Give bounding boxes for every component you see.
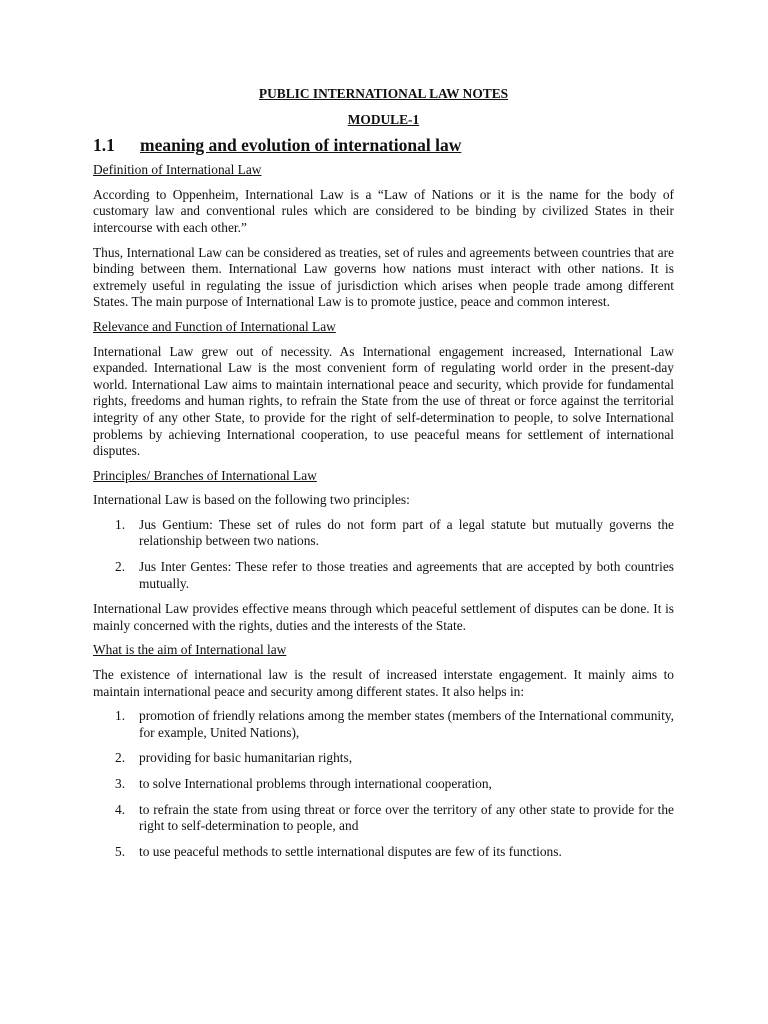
list-item (93, 517, 674, 550)
definition-heading: Definition of International Law (93, 162, 262, 178)
list-item-text: promotion of friendly relations among the member states (members of the International community, for example, United Nations), (139, 708, 674, 740)
list-item-text: to solve International problems through international cooperation, (139, 776, 492, 791)
principles-list (93, 517, 674, 592)
section-heading (93, 134, 674, 156)
relevance-paragraph: International Law grew out of necessity. As International engagement increased, International Law expanded. International Law is the most convenient form of regulating world order in the present-day world. International Law aims to maintain international peace and security, which provide for fundamental rights, freedoms and human rights, to refrain the State from the use of threat or force against the territorial integrity of any other State, to provide for the right of self-determination to people, to solve International problems by achieving International cooperation, to use peaceful means for settlement of international disputes. (93, 343, 674, 459)
list-item-text: to refrain the state from using threat or force over the territory of any other state to provide for the right to self-determination to people, and (139, 801, 674, 834)
list-item (93, 708, 674, 741)
list-item (93, 559, 674, 592)
list-item (93, 750, 674, 767)
module-heading: MODULE-1 (347, 111, 420, 127)
principles-heading: Principles/ Branches of International Law (93, 467, 317, 483)
list-item-number: 5. (115, 843, 126, 859)
list-item-number: 2. (115, 750, 126, 766)
list-item-number: 2. (115, 559, 126, 575)
definition-paragraph-1: According to Oppenheim, International Law is a “Law of Nations or it is the name for the body of customary law and conventional rules which are considered to be binding by civilized States in their intercourse with each other.” (93, 186, 674, 235)
section-title: meaning and evolution of international law (140, 135, 462, 156)
section-number: 1.1 (93, 135, 115, 156)
aim-heading: What is the aim of International law (93, 642, 287, 658)
list-item-text: to use peaceful methods to settle international disputes are few of its functions. (139, 843, 562, 859)
aim-list (93, 708, 674, 860)
list-item (93, 776, 674, 793)
list-item-text: Jus Gentium: These set of rules do not form part of a legal statute but mutually governs the relationship between two nations. (139, 516, 674, 549)
list-item-text: Jus Inter Gentes: These refer to those treaties and agreements that are accepted by both countries mutually. (139, 559, 674, 591)
relevance-heading: Relevance and Function of International Law (93, 318, 336, 334)
principles-closing: International Law provides effective means through which peaceful settlement of disputes can be done. It is mainly concerned with the rights, duties and the interests of the State. (93, 601, 674, 633)
document-page (93, 86, 674, 869)
aim-intro: The existence of international law is the result of increased interstate engagement. It mainly aims to maintain international peace and security among different states. It also helps in: (93, 667, 674, 699)
document-title: PUBLIC INTERNATIONAL LAW NOTES (258, 86, 509, 101)
list-item-number: 3. (115, 776, 126, 791)
list-item-number: 4. (115, 801, 126, 817)
list-item-text: providing for basic humanitarian rights, (139, 750, 353, 766)
principles-intro: International Law is based on the following two principles: (93, 492, 410, 508)
list-item-number: 1. (115, 708, 126, 724)
list-item-number: 1. (115, 516, 126, 532)
list-item (93, 844, 674, 861)
list-item (93, 802, 674, 835)
definition-paragraph-2: Thus, International Law can be considered as treaties, set of rules and agreements between countries that are binding between them. International Law governs how nations must interact with other nations. It is extremely useful in regulating the issue of jurisdiction which arises when people trade among different States. The main purpose of International Law is to promote justice, peace and common interest. (93, 244, 674, 310)
